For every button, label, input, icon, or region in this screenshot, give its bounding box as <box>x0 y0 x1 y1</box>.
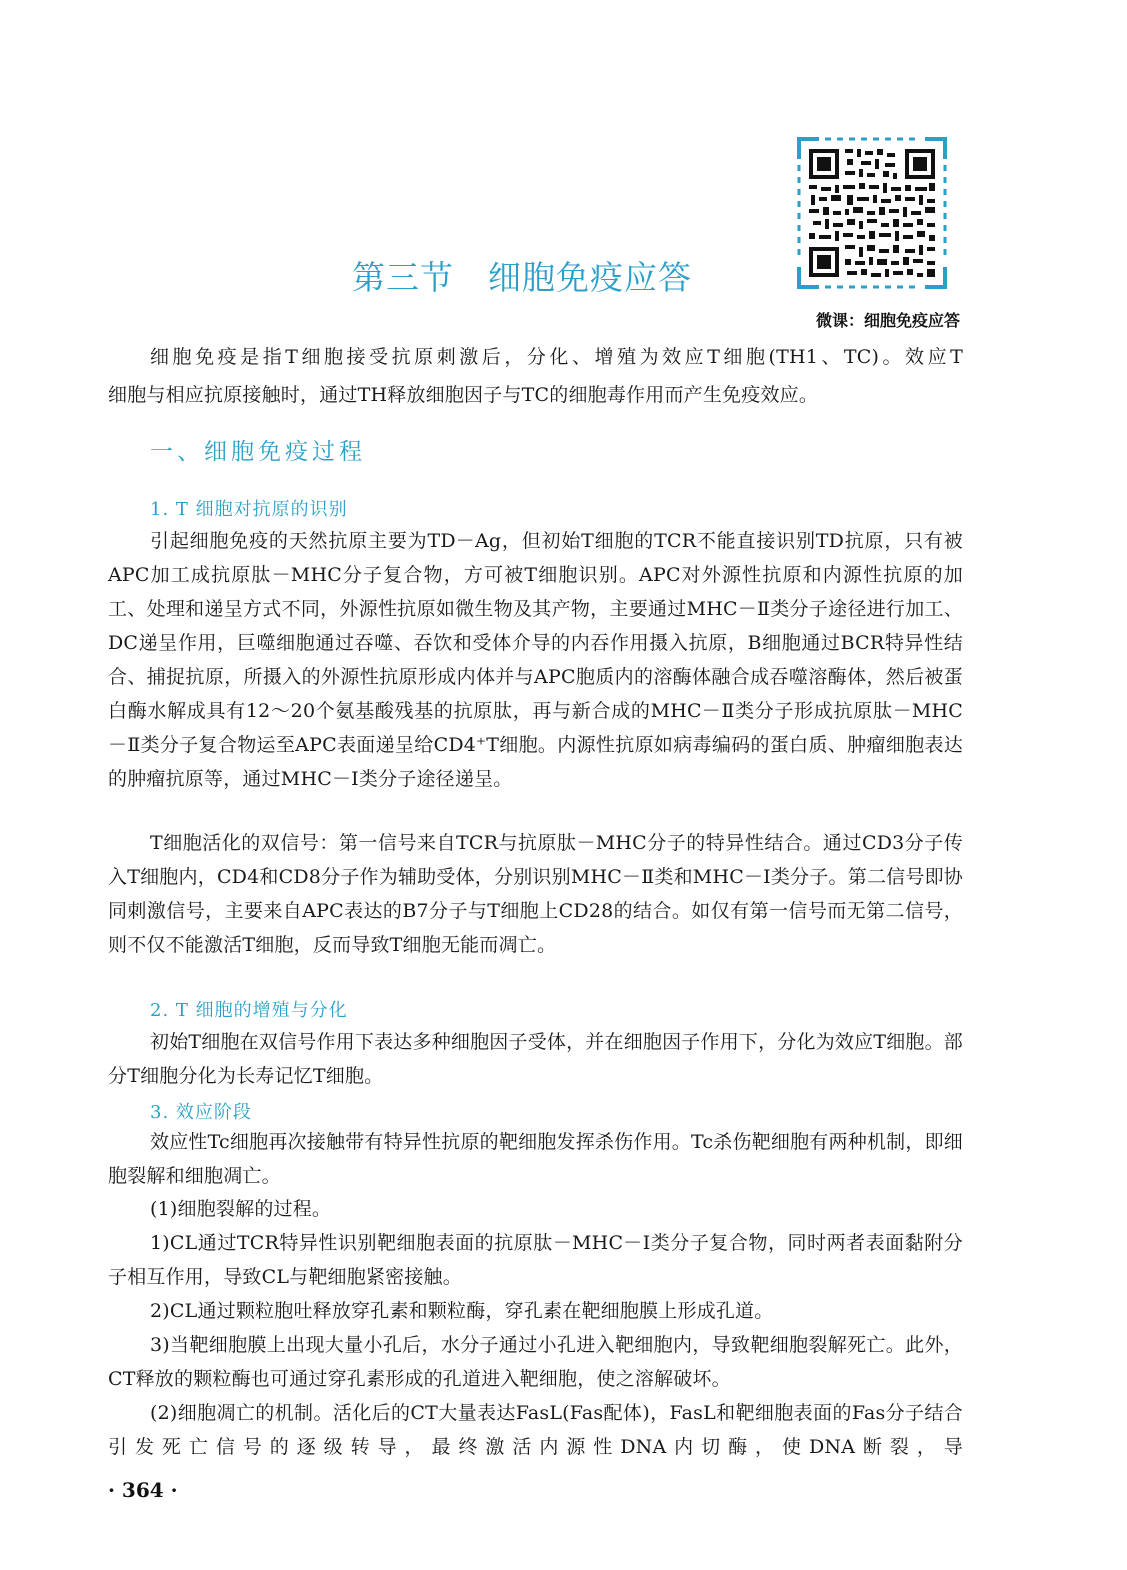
qr-code[interactable] <box>797 137 947 289</box>
subheading-2: 2. T 细胞的增殖与分化 <box>150 1000 348 1021</box>
qr-caption: 微课：细胞免疫应答 <box>815 311 960 330</box>
item-lysis-step-3: 3)当靶细胞膜上出现大量小孔后，水分子通过小孔进入靶细胞内，导致靶细胞裂解死亡。此外，CT释放的颗粒酶也可通过穿孔素形成的孔道进入靶细胞，使之溶解破坏。 <box>108 1334 963 1390</box>
item-apoptosis: (2)细胞凋亡的机制。活化后的CT大量表达FasL(Fas配体)，FasL和靶细胞表面的Fas分子结合引发死亡信号的逐级转导，最终激活内源性DNA内切酶，使DNA断裂，导 <box>108 1402 963 1458</box>
item-lysis-step-1: 1)CL通过TCR特异性识别靶细胞表面的抗原肽－MHC－Ⅰ类分子复合物，同时两者表面黏附分子相互作用，导致CL与靶细胞紧密接触。 <box>108 1232 963 1288</box>
section-title: 第三节 细胞免疫应答 <box>352 258 692 297</box>
item-cell-lysis: (1)细胞裂解的过程。 <box>150 1198 332 1220</box>
qr-code-icon <box>797 137 947 289</box>
intro-line-1: 细胞免疫是指T细胞接受抗原刺激后，分化、增殖为效应T细胞(TH1、TC)。效应T <box>150 346 963 368</box>
page-number: · 364 · <box>108 1478 178 1502</box>
paragraph-effector: 效应性Tc细胞再次接触带有特异性抗原的靶细胞发挥杀伤作用。Tc杀伤靶细胞有两种机制，即细胞裂解和细胞凋亡。 <box>108 1131 963 1187</box>
item-lysis-step-2: 2)CL通过颗粒胞吐释放穿孔素和颗粒酶，穿孔素在靶细胞膜上形成孔道。 <box>150 1300 774 1322</box>
subheading-3: 3. 效应阶段 <box>150 1102 252 1123</box>
intro-line-2: 细胞与相应抗原接触时，通过TH释放细胞因子与TC的细胞毒作用而产生免疫效应。 <box>108 384 819 406</box>
subheading-1: 1. T 细胞对抗原的识别 <box>150 499 348 520</box>
paragraph-antigen-recognition: 引起细胞免疫的天然抗原主要为TD－Ag，但初始T细胞的TCR不能直接识别TD抗原，只有被APC加工成抗原肽－MHC分子复合物，方可被T细胞识别。APC对外源性抗原和内源性抗原的加工、处理和递呈方式不同，外源性抗原如微生物及其产物，主要通过MHC－Ⅱ类分子途径进行加工、DC递呈作用，巨噬细胞通过吞噬、吞饮和受体介导的内吞作用摄入抗原，B细胞通过BCR特异性结合、捕捉抗原，所摄入的外源性抗原形成内体并与APC胞质内的溶酶体融合成吞噬溶酶体，然后被蛋白酶水解成具有12～20个氨基酸残基的抗原肽，再与新合成的MHC－Ⅱ类分子形成抗原肽－MHC－Ⅱ类分子复合物运至APC表面递呈给CD4⁺T细胞。内源性抗原如病毒编码的蛋白质、肿瘤细胞表达的肿瘤抗原等，通过MHC－Ⅰ类分子途径递呈。 <box>108 530 963 790</box>
paragraph-proliferation: 初始T细胞在双信号作用下表达多种细胞因子受体，并在细胞因子作用下，分化为效应T细胞。部分T细胞分化为长寿记忆T细胞。 <box>108 1031 963 1087</box>
paragraph-dual-signal: T细胞活化的双信号：第一信号来自TCR与抗原肽－MHC分子的特异性结合。通过CD3分子传入T细胞内，CD4和CD8分子作为辅助受体，分别识别MHC－Ⅱ类和MHC－Ⅰ类分子。第二信号即协同刺激信号，主要来自APC表达的B7分子与T细胞上CD28的结合。如仅有第一信号而无第二信号，则不仅不能激活T细胞，反而导致T细胞无能而凋亡。 <box>108 832 963 956</box>
heading-1: 一、细胞免疫过程 <box>150 439 366 465</box>
